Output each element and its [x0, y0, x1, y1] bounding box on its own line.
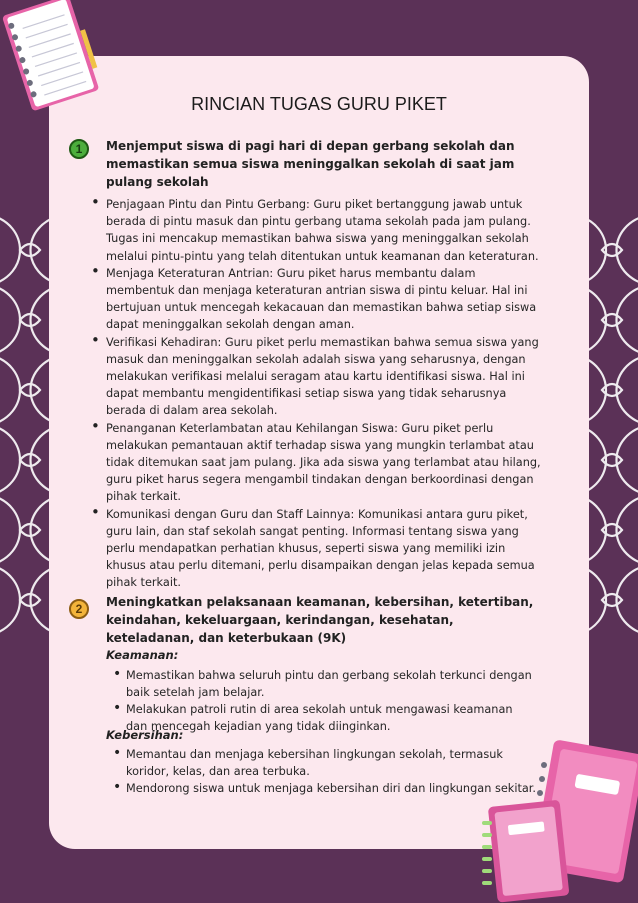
section-number-badge: 2	[69, 599, 89, 619]
list-item: • Melakukan patroli rutin di area sekolah untuk mengawasi keamanan dan mencegah kejadian yang tidak diinginkan.	[126, 701, 536, 735]
list-item: • Penanganan Keterlambatan atau Kehilangan Siswa: Guru piket perlu melakukan pemantauan aktif terhadap siswa yang mungkin terlambat atau tidak ditemukan saat jam pulang. Jika ada siswa yang terlambat atau hilang, guru piket harus segera mengambil tindakan dengan berkoordinasi dengan pihak terkait.	[106, 420, 546, 506]
section-heading: Menjemput siswa di pagi hari di depan gerbang sekolah dan memastikan semua siswa meninggalkan sekolah di saat jam pulang sekolah	[106, 139, 515, 189]
section-heading: Meningkatkan pelaksanaan keamanan, kebersihan, ketertiban, keindahan, kekeluargaan, kerindangan, kesehatan, keteladanan, dan keterbukaan (9K)	[106, 595, 534, 645]
duty-list	[106, 196, 546, 592]
subsection-label: Kebersihan:	[106, 728, 184, 742]
list-item: • Penjagaan Pintu dan Pintu Gerbang: Guru piket bertanggung jawab untuk berada di pintu masuk dan pintu gerbang utama sekolah pada jam pulang. Tugas ini mencakup memastikan bahwa siswa yang meninggalkan sekolah melalui pintu-pintu yang telah ditentukan untuk keamanan dan keteraturan.	[106, 196, 546, 265]
list-item: • Verifikasi Kehadiran: Guru piket perlu memastikan bahwa semua siswa yang masuk dan meninggalkan sekolah adalah siswa yang seharusnya, dengan melakukan verifikasi melalui seragam atau kartu identifikasi siswa. Hal ini dapat membantu mengidentifikasi setiap siswa yang tidak seharusnya berada di dalam area sekolah.	[106, 334, 546, 420]
subsection-label: Keamanan:	[106, 648, 179, 662]
keamanan-list	[126, 667, 536, 735]
kebersihan-list	[126, 746, 536, 797]
list-item: • Memantau dan menjaga kebersihan lingkungan sekolah, termasuk koridor, kelas, dan area terbuka.	[126, 746, 536, 780]
list-item: • Mendorong siswa untuk menjaga kebersihan diri dan lingkungan sekitar.	[126, 780, 536, 797]
list-item: • Memastikan bahwa seluruh pintu dan gerbang sekolah terkunci dengan baik setelah jam belajar.	[126, 667, 536, 701]
section-number-badge: 1	[69, 139, 89, 159]
page-title: RINCIAN TUGAS GURU PIKET	[191, 94, 447, 114]
list-item: • Komunikasi dengan Guru dan Staff Lainnya: Komunikasi antara guru piket, guru lain, dan staf sekolah sangat penting. Informasi tentang siswa yang perlu mendapatkan perhatian khusus, seperti siswa yang memiliki izin khusus atau perlu ditemani, perlu disampaikan dengan jelas kepada semua pihak terkait.	[106, 506, 546, 592]
list-item: • Menjaga Keteraturan Antrian: Guru piket harus membantu dalam membentuk dan menjaga keteraturan antrian siswa di pintu keluar. Hal ini bertujuan untuk mencegah kekacauan dan memastikan bahwa setiap siswa dapat meninggalkan sekolah dengan aman.	[106, 265, 546, 334]
